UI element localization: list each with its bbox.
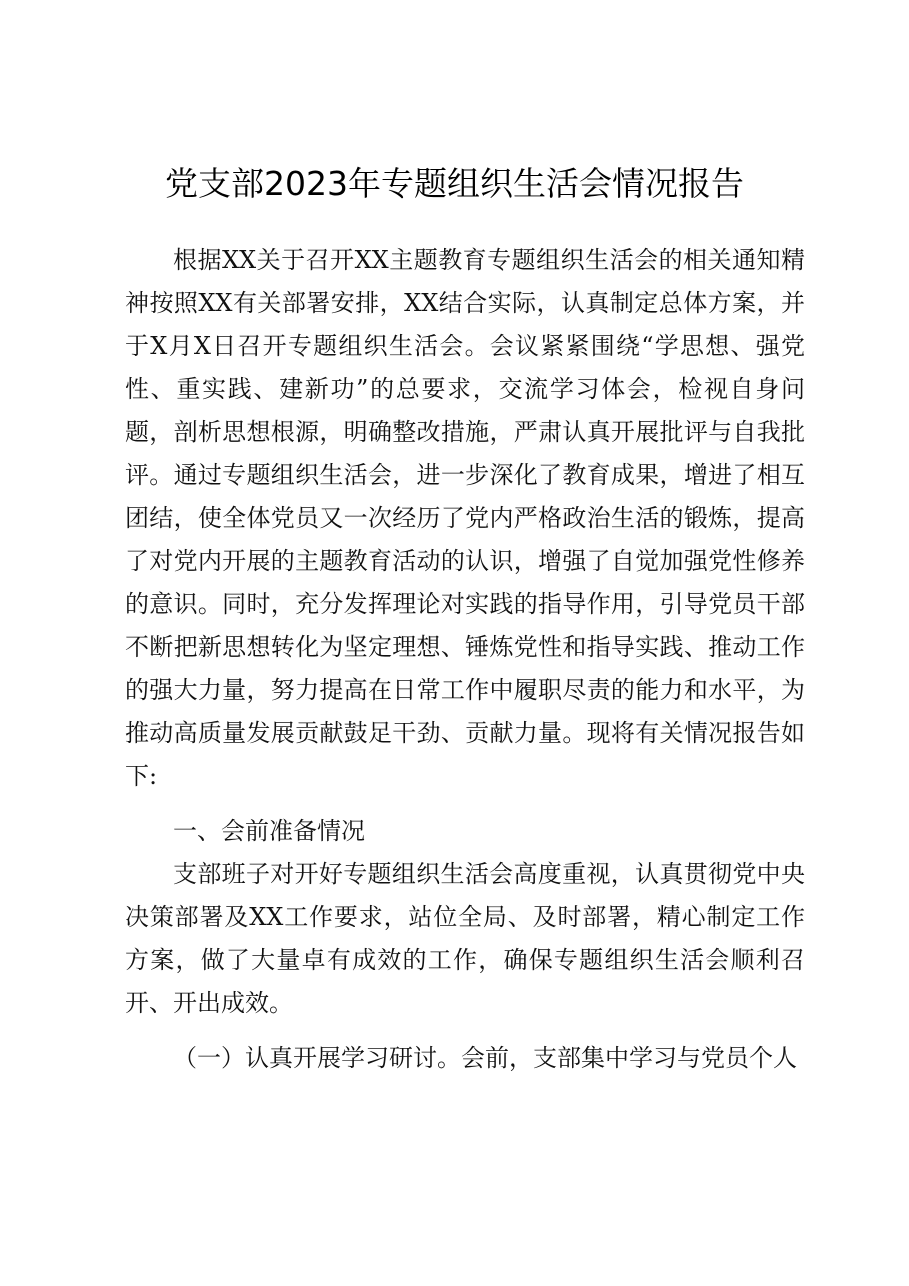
paragraph-intro: 根据XX关于召开XX主题教育专题组织生活会的相关通知精神按照XX有关部署安排，XX结合实际，认真制定总体方案，并于X月X日召开专题组织生活会。会议紧紧围绕“学思想、强党性、重实践、建新功”的总要求，交流学习体会，检视自身问题，剖析思想根源，明确整改措施，严肃认真开展批评与自我批评。通过专题组织生活会，进一步深化了教育成果，增进了相互团结，使全体党员又一次经历了党内严格政治生活的锻炼，提高了对党内开展的主题教育活动的认识，增强了自觉加强党性修养的意识。同时，充分发挥理论对实践的指导作用，引导党员干部不断把新思想转化为坚定理想、锤炼党性和指导实践、推动工作的强大力量，努力提高在日常工作中履职尽责的能力和水平，为推动高质量发展贡献鼓足干劲、贡献力量。现将有关情况报告如下:: [125, 246, 805, 790]
section-heading-preparation: 一、会前准备情况: [173, 817, 365, 845]
paragraph-study-discussion: （一）认真开展学习研讨。会前，支部集中学习与党员个人: [173, 1044, 797, 1072]
paragraph-preparation: 支部班子对开好专题组织生活会高度重视，认真贯彻党中央决策部署及XX工作要求，站位全局、及时部署，精心制定工作方案，做了大量卓有成效的工作，确保专题组织生活会顺利召开、开出成效。: [125, 860, 805, 1017]
document-title: 党支部2023年专题组织生活会情况报告: [165, 164, 744, 203]
